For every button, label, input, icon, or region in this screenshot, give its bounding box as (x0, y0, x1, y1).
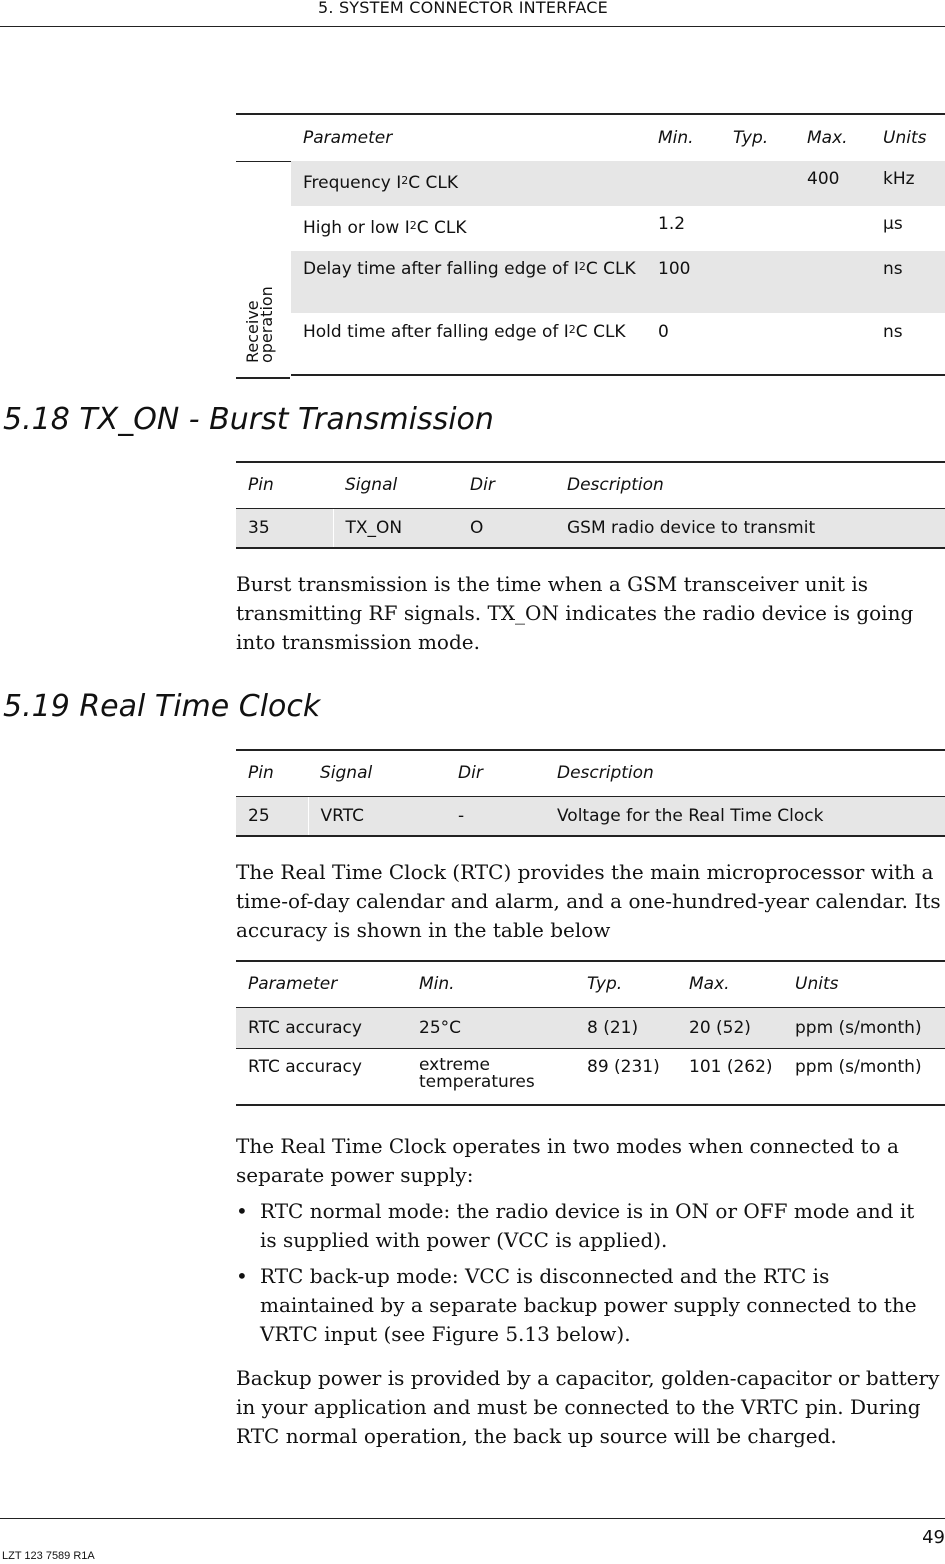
col-header-description: Description (555, 462, 945, 508)
table-header-row (236, 961, 945, 1007)
bullet-icon: • (236, 1199, 248, 1223)
i2c-timing-table (291, 114, 945, 376)
col-header-min: Min. (658, 127, 694, 148)
col-header-dir: Dir (446, 750, 545, 796)
i2c-group-label-cell (236, 162, 290, 379)
bullet-icon: • (236, 1264, 248, 1288)
col-header-typ: Typ. (733, 127, 769, 148)
document-id: LZT 123 7589 R1A (2, 1550, 95, 1562)
table-header-row (291, 114, 945, 161)
table-row: RTC accuracy extreme temperatures 89 (231) 101 (262) ppm (s/month) (236, 1048, 945, 1105)
param-cell: Delay time after falling edge of $I^2C$ CLK (291, 251, 646, 313)
table-row: 25 VRTC - Voltage for the Real Time Clock (236, 796, 945, 836)
list-item: • RTC back-up mode: VCC is disconnected and the RTC is maintained by a separate backup power supply connected to the VRTC input (see Figure 5.13 below). (236, 1264, 917, 1346)
table-row: Hold time after falling edge of $I^2C$ CLK 0 ns (291, 313, 945, 375)
col-header-units: Units (883, 127, 927, 148)
col-header-signal: Signal (333, 462, 458, 508)
col-header-units: Units (783, 961, 945, 1007)
tx-on-pin-table (236, 461, 945, 549)
table-row: RTC accuracy 25°C 8 (21) 20 (52) ppm (s/month) (236, 1007, 945, 1048)
col-header-signal: Signal (308, 750, 446, 796)
col-header-dir: Dir (458, 462, 555, 508)
col-header-max: Max. (677, 961, 783, 1007)
param-cell: Frequency $I^2C$ CLK (291, 161, 646, 206)
table-row: 35 TX_ON O GSM radio device to transmit (236, 508, 945, 548)
section-heading-5-18: 5.18 TX_ON - Burst Transmission (3, 402, 494, 437)
list-item: • RTC normal mode: the radio device is in ON or OFF mode and it is supplied with power (VCC is applied). (236, 1199, 915, 1252)
rtc-modes-paragraph: The Real Time Clock operates in two modes when connected to a separate power supply: (236, 1134, 899, 1187)
page-number: 49 (922, 1527, 945, 1548)
col-header-pin: Pin (236, 750, 308, 796)
param-cell: Hold time after falling edge of $I^2C$ CLK (291, 313, 646, 375)
page-header (0, 0, 945, 27)
param-cell: High or low $I^2C$ CLK (303, 218, 467, 238)
running-header-title: 5. SYSTEM CONNECTOR INTERFACE (318, 0, 608, 17)
section-heading-5-19: 5.19 Real Time Clock (3, 689, 321, 724)
col-header-min: Min. (407, 961, 575, 1007)
col-header-parameter: Parameter (303, 127, 393, 148)
col-header-parameter: Parameter (236, 961, 407, 1007)
col-header-pin: Pin (236, 462, 333, 508)
table-header-row (236, 462, 945, 508)
rtc-accuracy-table (236, 960, 945, 1106)
backup-power-paragraph: Backup power is provided by a capacitor, golden-capacitor or battery in your application and must be connected to the VRTC pin. During RTC normal operation, the back up source will be charged. (236, 1366, 940, 1448)
rtc-intro-paragraph: The Real Time Clock (RTC) provides the main microprocessor with a time-of-day calendar and alarm, and a one-hundred-year calendar. Its accuracy is shown in the table below (236, 860, 941, 942)
page-footer (0, 1518, 945, 1564)
col-header-max: Max. (807, 127, 848, 148)
vrtc-pin-table (236, 749, 945, 837)
table-header-row (236, 750, 945, 796)
tx-on-paragraph: Burst transmission is the time when a GSM transceiver unit is transmitting RF signals. TX_ON indicates the radio device is going into transmission mode. (236, 572, 914, 654)
col-header-typ: Typ. (575, 961, 677, 1007)
col-header-description: Description (545, 750, 945, 796)
table-row: Frequency $I^2C$ CLK 400 kHz (291, 161, 945, 206)
table-row: Delay time after falling edge of $I^2C$ CLK 100 ns (291, 251, 945, 313)
table-row: High or low $I^2C$ CLK 1.2 µs (291, 206, 945, 251)
i2c-group-label: Receive operation (243, 286, 276, 363)
